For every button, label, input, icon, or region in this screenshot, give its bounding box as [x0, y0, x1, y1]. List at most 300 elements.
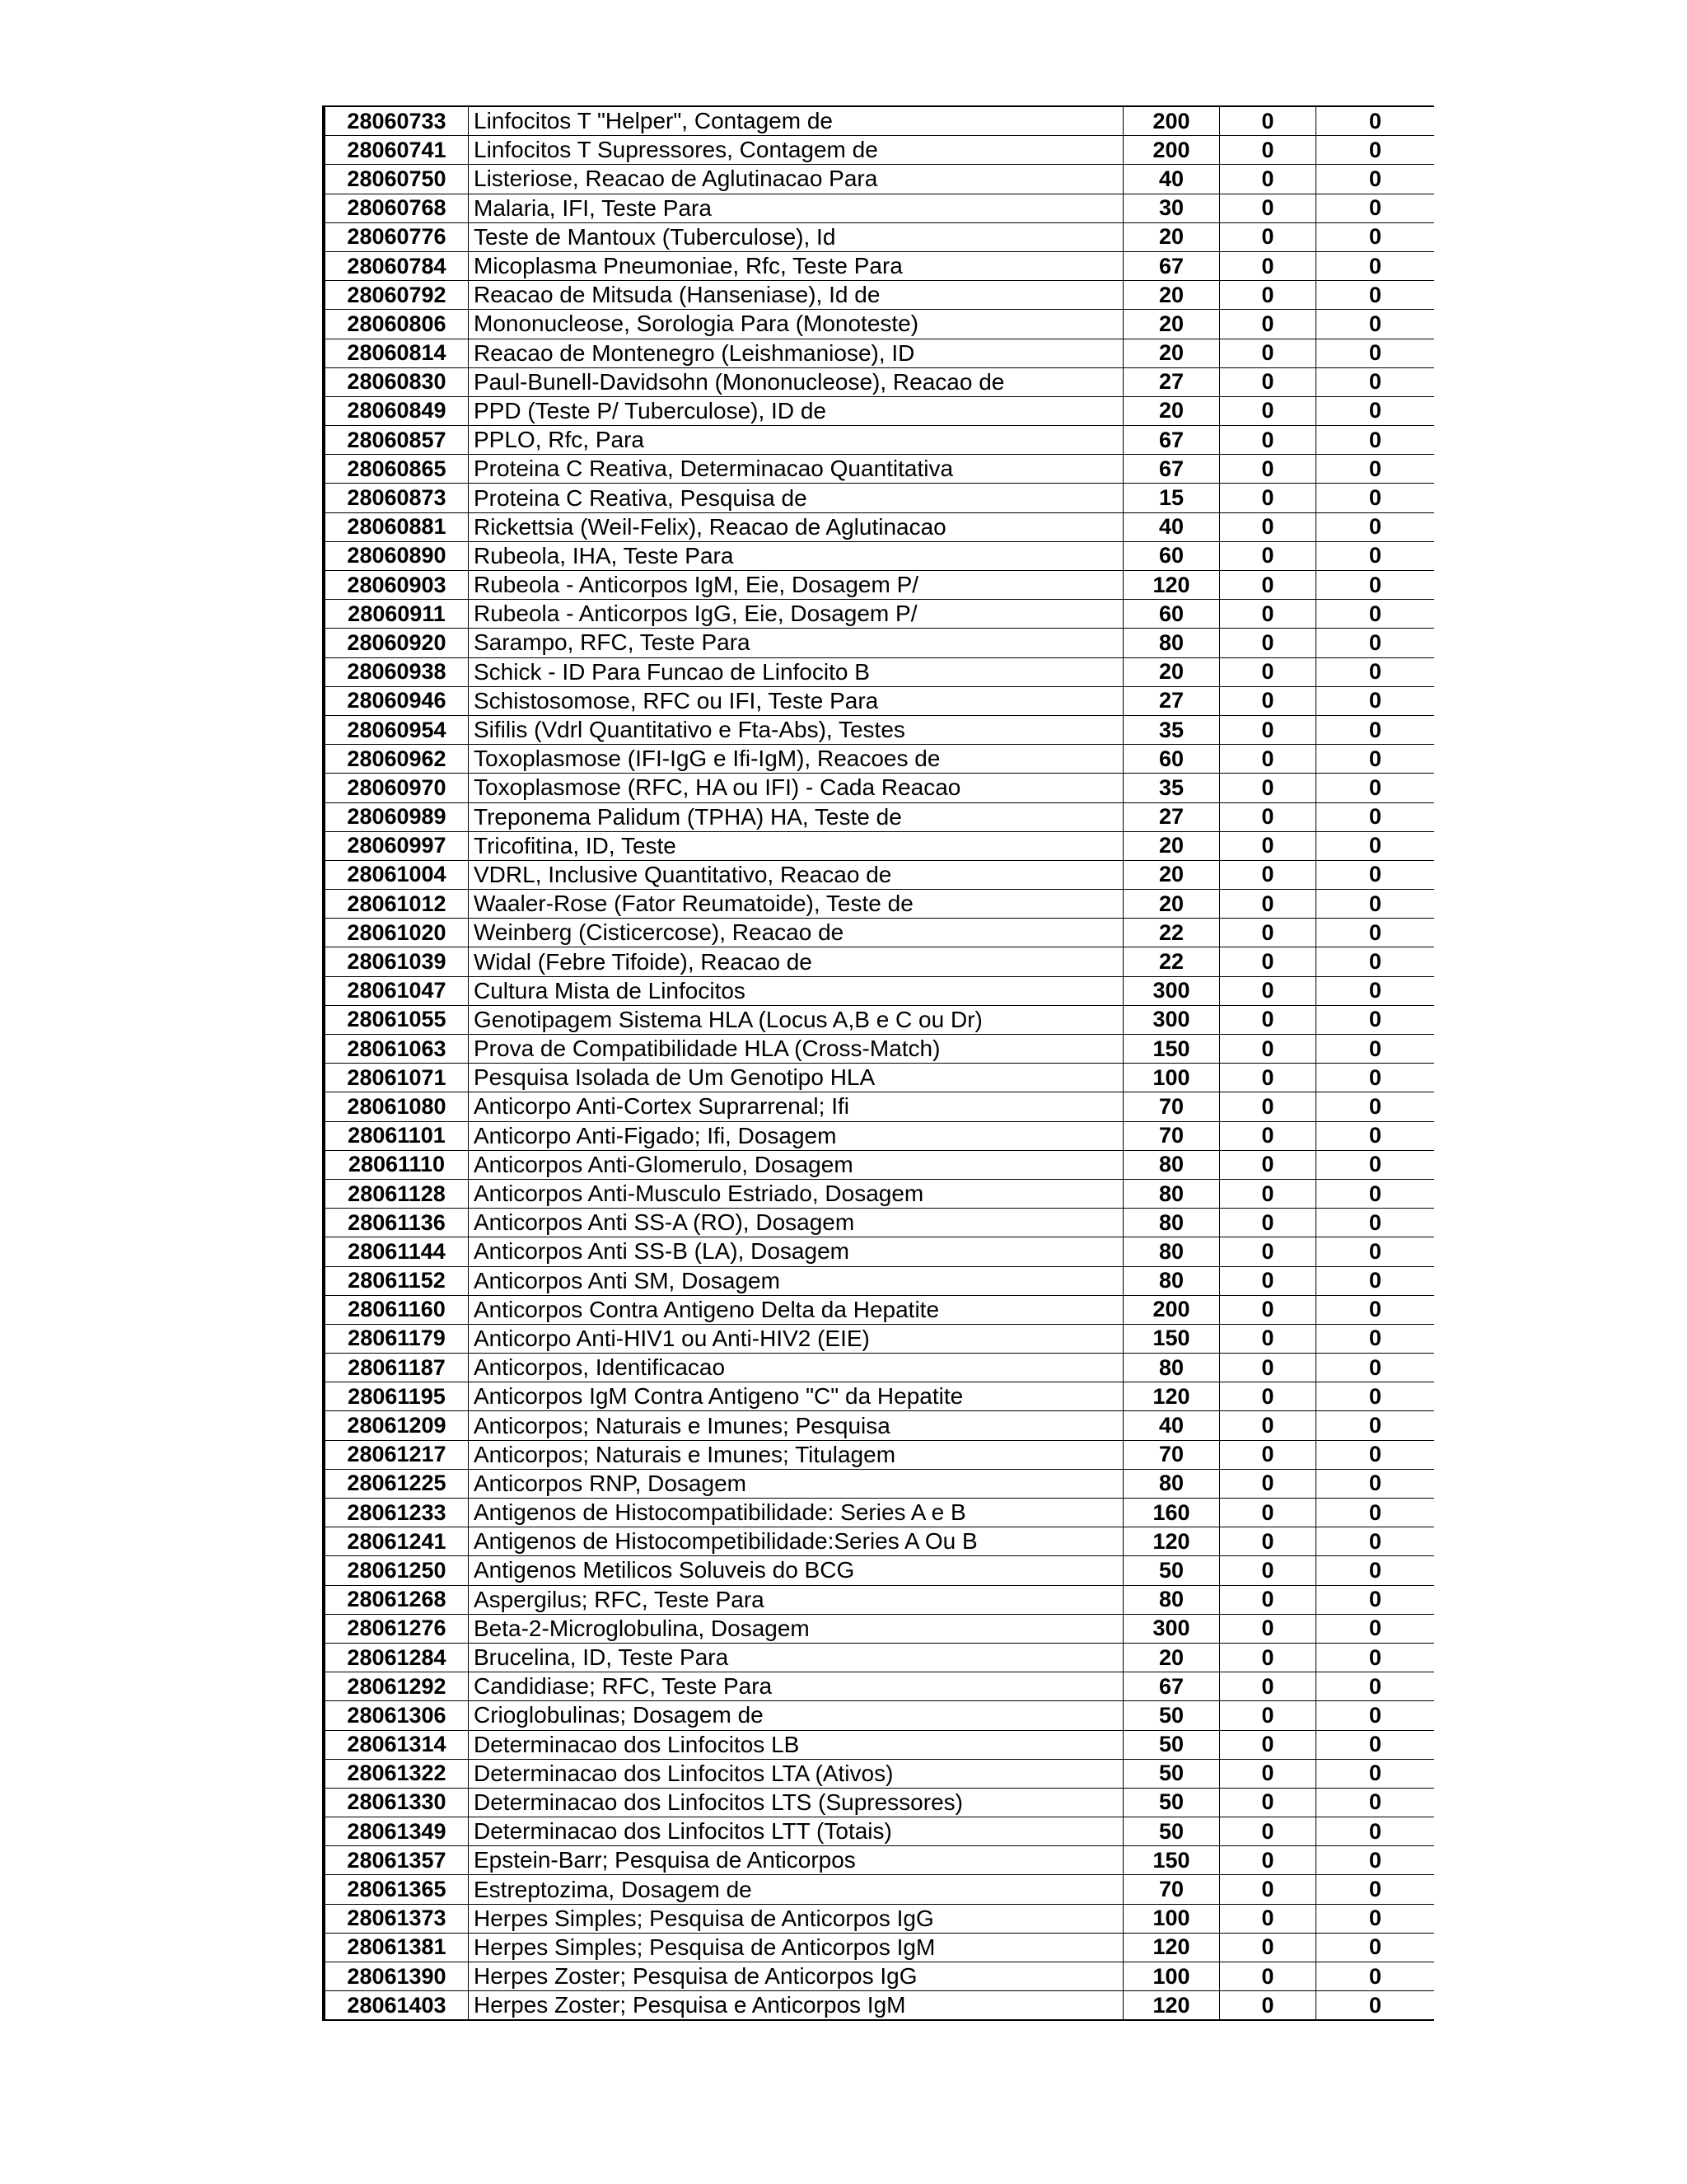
table-row	[325, 1411, 1435, 1440]
procedure-value-cell: 50	[1124, 1759, 1220, 1788]
procedure-value-cell: 40	[1124, 512, 1220, 541]
procedure-column-5-cell: 0	[1316, 1150, 1435, 1179]
procedure-column-4-cell: 0	[1220, 165, 1316, 194]
procedure-value-cell: 50	[1124, 1701, 1220, 1730]
procedure-code-cell: 28060776	[325, 222, 469, 251]
procedure-description-cell: VDRL, Inclusive Quantitativo, Reacao de	[469, 860, 1124, 889]
procedure-column-4-cell: 0	[1220, 541, 1316, 570]
procedure-code-cell: 28061276	[325, 1614, 469, 1643]
procedure-column-4-cell: 0	[1220, 1237, 1316, 1266]
procedure-value-cell: 15	[1124, 484, 1220, 512]
procedure-column-4-cell: 0	[1220, 1035, 1316, 1064]
procedure-description-cell: Widal (Febre Tifoide), Reacao de	[469, 947, 1124, 976]
procedure-code-cell: 28061403	[325, 1991, 469, 2021]
procedure-column-5-cell: 0	[1316, 976, 1435, 1005]
procedure-column-5-cell: 0	[1316, 657, 1435, 686]
procedure-column-5-cell: 0	[1316, 1933, 1435, 1962]
procedure-value-cell: 67	[1124, 1672, 1220, 1701]
procedure-description-cell: PPLO, Rfc, Para	[469, 426, 1124, 455]
procedure-column-4-cell: 0	[1220, 1499, 1316, 1527]
procedure-column-5-cell: 0	[1316, 106, 1435, 136]
table-row	[325, 657, 1435, 686]
procedure-column-4-cell: 0	[1220, 1382, 1316, 1411]
procedure-column-4-cell: 0	[1220, 657, 1316, 686]
table-row	[325, 629, 1435, 657]
procedure-column-5-cell: 0	[1316, 310, 1435, 339]
procedure-column-4-cell: 0	[1220, 106, 1316, 136]
procedure-code-cell: 28061292	[325, 1672, 469, 1701]
table-row	[325, 1527, 1435, 1556]
procedure-code-cell: 28060873	[325, 484, 469, 512]
procedure-column-5-cell: 0	[1316, 600, 1435, 629]
procedure-code-cell: 28061217	[325, 1440, 469, 1469]
procedure-description-cell: Anticorpos Anti SS-A (RO), Dosagem	[469, 1209, 1124, 1237]
procedure-description-cell: Mononucleose, Sorologia Para (Monoteste)	[469, 310, 1124, 339]
procedure-value-cell: 200	[1124, 1295, 1220, 1324]
procedure-column-4-cell: 0	[1220, 947, 1316, 976]
procedure-column-4-cell: 0	[1220, 1730, 1316, 1759]
procedure-description-cell: Determinacao dos Linfocitos LB	[469, 1730, 1124, 1759]
procedure-column-5-cell: 0	[1316, 715, 1435, 744]
procedure-column-5-cell: 0	[1316, 1846, 1435, 1875]
procedure-column-5-cell: 0	[1316, 1237, 1435, 1266]
procedure-code-cell: 28061047	[325, 976, 469, 1005]
procedure-value-cell: 150	[1124, 1846, 1220, 1875]
procedure-description-cell: Anticorpos, Identificacao	[469, 1354, 1124, 1382]
procedure-column-4-cell: 0	[1220, 1324, 1316, 1353]
procedure-column-5-cell: 0	[1316, 1092, 1435, 1121]
procedure-description-cell: Proteina C Reativa, Determinacao Quantitativa	[469, 455, 1124, 484]
procedure-value-cell: 300	[1124, 976, 1220, 1005]
procedure-description-cell: Determinacao dos Linfocitos LTT (Totais)	[469, 1817, 1124, 1846]
procedure-code-cell: 28060849	[325, 396, 469, 425]
table-row	[325, 136, 1435, 165]
procedure-description-cell: Anticorpo Anti-HIV1 ou Anti-HIV2 (EIE)	[469, 1324, 1124, 1353]
procedure-column-4-cell: 0	[1220, 831, 1316, 860]
procedure-column-4-cell: 0	[1220, 1701, 1316, 1730]
procedure-value-cell: 200	[1124, 106, 1220, 136]
table-row	[325, 396, 1435, 425]
procedure-column-4-cell: 0	[1220, 1411, 1316, 1440]
procedure-description-cell: Determinacao dos Linfocitos LTS (Supressores)	[469, 1788, 1124, 1817]
procedure-value-cell: 67	[1124, 251, 1220, 280]
table-row	[325, 281, 1435, 310]
procedure-column-5-cell: 0	[1316, 1324, 1435, 1353]
procedure-description-cell: Paul-Bunell-Davidsohn (Mononucleose), Reacao de	[469, 367, 1124, 396]
table-row	[325, 1005, 1435, 1034]
procedure-column-4-cell: 0	[1220, 396, 1316, 425]
procedure-column-4-cell: 0	[1220, 1904, 1316, 1933]
procedure-code-cell: 28060865	[325, 455, 469, 484]
procedure-column-4-cell: 0	[1220, 1788, 1316, 1817]
table-row	[325, 1092, 1435, 1121]
procedure-description-cell: Tricofitina, ID, Teste	[469, 831, 1124, 860]
procedure-value-cell: 70	[1124, 1092, 1220, 1121]
procedure-code-cell: 28060741	[325, 136, 469, 165]
procedure-column-4-cell: 0	[1220, 367, 1316, 396]
table-row	[325, 1179, 1435, 1208]
procedure-description-cell: Estreptozima, Dosagem de	[469, 1875, 1124, 1904]
procedure-value-cell: 70	[1124, 1121, 1220, 1150]
procedure-column-4-cell: 0	[1220, 1759, 1316, 1788]
procedure-column-5-cell: 0	[1316, 222, 1435, 251]
procedure-code-cell: 28061160	[325, 1295, 469, 1324]
procedure-value-cell: 160	[1124, 1499, 1220, 1527]
procedure-code-cell: 28060890	[325, 541, 469, 570]
table-row	[325, 947, 1435, 976]
procedure-code-cell: 28061225	[325, 1469, 469, 1498]
procedure-description-cell: Cultura Mista de Linfocitos	[469, 976, 1124, 1005]
procedure-code-cell: 28061330	[325, 1788, 469, 1817]
procedure-code-cell: 28061012	[325, 890, 469, 919]
procedure-value-cell: 27	[1124, 802, 1220, 831]
procedure-column-5-cell: 0	[1316, 1556, 1435, 1585]
procedure-code-cell: 28060750	[325, 165, 469, 194]
procedure-code-cell: 28061187	[325, 1354, 469, 1382]
procedure-value-cell: 120	[1124, 1991, 1220, 2021]
procedure-description-cell: Schick - ID Para Funcao de Linfocito B	[469, 657, 1124, 686]
procedure-value-cell: 27	[1124, 686, 1220, 715]
procedure-value-cell: 20	[1124, 657, 1220, 686]
procedure-description-cell: Sifilis (Vdrl Quantitativo e Fta-Abs), Testes	[469, 715, 1124, 744]
procedure-column-5-cell: 0	[1316, 1788, 1435, 1817]
procedure-description-cell: Anticorpo Anti-Figado; Ifi, Dosagem	[469, 1121, 1124, 1150]
procedure-column-4-cell: 0	[1220, 310, 1316, 339]
procedure-value-cell: 20	[1124, 890, 1220, 919]
procedure-code-cell: 28061373	[325, 1904, 469, 1933]
procedure-column-4-cell: 0	[1220, 976, 1316, 1005]
procedure-column-5-cell: 0	[1316, 1005, 1435, 1034]
procedure-column-5-cell: 0	[1316, 1295, 1435, 1324]
procedure-column-4-cell: 0	[1220, 222, 1316, 251]
procedure-value-cell: 120	[1124, 1382, 1220, 1411]
table-row	[325, 1672, 1435, 1701]
procedure-column-5-cell: 0	[1316, 455, 1435, 484]
procedure-column-5-cell: 0	[1316, 396, 1435, 425]
procedure-column-4-cell: 0	[1220, 1209, 1316, 1237]
procedure-column-4-cell: 0	[1220, 1962, 1316, 1991]
procedure-code-cell: 28061322	[325, 1759, 469, 1788]
table-row	[325, 512, 1435, 541]
procedure-value-cell: 40	[1124, 165, 1220, 194]
procedure-value-cell: 80	[1124, 1266, 1220, 1295]
procedure-code-cell: 28061071	[325, 1064, 469, 1092]
table-row	[325, 1556, 1435, 1585]
procedure-code-cell: 28060784	[325, 251, 469, 280]
procedure-description-cell: Anticorpos Anti SM, Dosagem	[469, 1266, 1124, 1295]
procedure-column-5-cell: 0	[1316, 1585, 1435, 1614]
procedure-column-4-cell: 0	[1220, 512, 1316, 541]
procedure-column-4-cell: 0	[1220, 1933, 1316, 1962]
procedure-description-cell: Schistosomose, RFC ou IFI, Teste Para	[469, 686, 1124, 715]
procedure-column-5-cell: 0	[1316, 686, 1435, 715]
procedure-description-cell: Antigenos de Histocompatibilidade: Series A e B	[469, 1499, 1124, 1527]
procedure-description-cell: Antigenos Metilicos Soluveis do BCG	[469, 1556, 1124, 1585]
table-row	[325, 860, 1435, 889]
procedure-column-5-cell: 0	[1316, 484, 1435, 512]
procedure-column-5-cell: 0	[1316, 1759, 1435, 1788]
table-row	[325, 774, 1435, 802]
procedure-column-4-cell: 0	[1220, 251, 1316, 280]
procedure-value-cell: 20	[1124, 281, 1220, 310]
procedure-column-4-cell: 0	[1220, 1440, 1316, 1469]
table-row	[325, 541, 1435, 570]
procedure-column-5-cell: 0	[1316, 1440, 1435, 1469]
procedure-column-5-cell: 0	[1316, 1730, 1435, 1759]
procedure-value-cell: 120	[1124, 571, 1220, 600]
table-row	[325, 1962, 1435, 1991]
table-row	[325, 426, 1435, 455]
procedure-description-cell: Herpes Zoster; Pesquisa de Anticorpos IgG	[469, 1962, 1124, 1991]
procedure-code-cell: 28061110	[325, 1150, 469, 1179]
procedure-code-cell: 28060989	[325, 802, 469, 831]
procedure-code-cell: 28061020	[325, 919, 469, 947]
procedure-value-cell: 100	[1124, 1962, 1220, 1991]
procedure-code-cell: 28061144	[325, 1237, 469, 1266]
procedure-code-cell: 28060806	[325, 310, 469, 339]
procedure-value-cell: 20	[1124, 310, 1220, 339]
procedure-column-4-cell: 0	[1220, 686, 1316, 715]
procedure-value-cell: 80	[1124, 1469, 1220, 1498]
procedure-column-4-cell: 0	[1220, 1005, 1316, 1034]
procedure-value-cell: 67	[1124, 455, 1220, 484]
procedure-value-cell: 120	[1124, 1933, 1220, 1962]
procedure-column-5-cell: 0	[1316, 541, 1435, 570]
procedure-code-cell: 28061241	[325, 1527, 469, 1556]
procedure-description-cell: Rubeola - Anticorpos IgG, Eie, Dosagem P/	[469, 600, 1124, 629]
table-row	[325, 1382, 1435, 1411]
procedure-description-cell: Weinberg (Cisticercose), Reacao de	[469, 919, 1124, 947]
procedure-column-4-cell: 0	[1220, 1817, 1316, 1846]
procedure-description-cell: Genotipagem Sistema HLA (Locus A,B e C ou Dr)	[469, 1005, 1124, 1034]
procedure-value-cell: 50	[1124, 1730, 1220, 1759]
procedure-code-cell: 28061268	[325, 1585, 469, 1614]
table-row	[325, 831, 1435, 860]
procedure-column-4-cell: 0	[1220, 484, 1316, 512]
procedure-code-cell: 28060733	[325, 106, 469, 136]
procedure-column-5-cell: 0	[1316, 831, 1435, 860]
procedure-description-cell: PPD (Teste P/ Tuberculose), ID de	[469, 396, 1124, 425]
table-row	[325, 1324, 1435, 1353]
procedure-code-cell: 28061381	[325, 1933, 469, 1962]
procedure-description-cell: Rubeola, IHA, Teste Para	[469, 541, 1124, 570]
procedure-code-cell: 28061314	[325, 1730, 469, 1759]
procedure-code-cell: 28060954	[325, 715, 469, 744]
table-row	[325, 1469, 1435, 1498]
procedure-value-cell: 70	[1124, 1440, 1220, 1469]
procedure-column-4-cell: 0	[1220, 1672, 1316, 1701]
procedure-column-5-cell: 0	[1316, 1672, 1435, 1701]
procedure-description-cell: Anticorpos Contra Antigeno Delta da Hepatite	[469, 1295, 1124, 1324]
procedure-column-5-cell: 0	[1316, 367, 1435, 396]
procedure-column-5-cell: 0	[1316, 1701, 1435, 1730]
procedure-description-cell: Prova de Compatibilidade HLA (Cross-Match)	[469, 1035, 1124, 1064]
table-row	[325, 1991, 1435, 2021]
procedure-column-5-cell: 0	[1316, 1354, 1435, 1382]
table-row	[325, 1354, 1435, 1382]
procedure-value-cell: 80	[1124, 629, 1220, 657]
procedure-value-cell: 150	[1124, 1035, 1220, 1064]
procedure-column-5-cell: 0	[1316, 136, 1435, 165]
procedure-column-5-cell: 0	[1316, 1527, 1435, 1556]
procedure-description-cell: Antigenos de Histocompetibilidade:Series A Ou B	[469, 1527, 1124, 1556]
procedure-value-cell: 300	[1124, 1005, 1220, 1034]
procedure-description-cell: Beta-2-Microglobulina, Dosagem	[469, 1614, 1124, 1643]
procedure-column-5-cell: 0	[1316, 571, 1435, 600]
procedure-code-cell: 28061063	[325, 1035, 469, 1064]
procedure-column-5-cell: 0	[1316, 860, 1435, 889]
procedure-code-cell: 28061101	[325, 1121, 469, 1150]
table-row	[325, 165, 1435, 194]
table-row	[325, 367, 1435, 396]
procedure-column-4-cell: 0	[1220, 860, 1316, 889]
procedure-code-cell: 28060946	[325, 686, 469, 715]
procedure-code-cell: 28060881	[325, 512, 469, 541]
procedure-column-5-cell: 0	[1316, 512, 1435, 541]
procedure-description-cell: Anticorpos IgM Contra Antigeno "C" da Hepatite	[469, 1382, 1124, 1411]
table-row	[325, 1150, 1435, 1179]
table-row	[325, 1209, 1435, 1237]
procedure-column-5-cell: 0	[1316, 629, 1435, 657]
procedure-code-cell: 28061357	[325, 1846, 469, 1875]
procedure-description-cell: Crioglobulinas; Dosagem de	[469, 1701, 1124, 1730]
procedure-column-4-cell: 0	[1220, 1643, 1316, 1672]
procedure-value-cell: 60	[1124, 600, 1220, 629]
procedure-description-cell: Pesquisa Isolada de Um Genotipo HLA	[469, 1064, 1124, 1092]
procedure-description-cell: Rubeola - Anticorpos IgM, Eie, Dosagem P/	[469, 571, 1124, 600]
procedure-description-cell: Herpes Simples; Pesquisa de Anticorpos IgG	[469, 1904, 1124, 1933]
procedure-column-5-cell: 0	[1316, 745, 1435, 774]
table-row	[325, 1933, 1435, 1962]
procedure-code-cell: 28061365	[325, 1875, 469, 1904]
procedure-value-cell: 40	[1124, 1411, 1220, 1440]
procedure-column-5-cell: 0	[1316, 1064, 1435, 1092]
procedure-column-5-cell: 0	[1316, 1614, 1435, 1643]
procedure-value-cell: 22	[1124, 947, 1220, 976]
procedure-column-4-cell: 0	[1220, 1991, 1316, 2021]
table-row	[325, 484, 1435, 512]
procedure-column-5-cell: 0	[1316, 802, 1435, 831]
table-row	[325, 1499, 1435, 1527]
procedure-column-5-cell: 0	[1316, 426, 1435, 455]
table-row	[325, 715, 1435, 744]
procedure-column-4-cell: 0	[1220, 1266, 1316, 1295]
procedure-code-cell: 28061152	[325, 1266, 469, 1295]
procedure-column-4-cell: 0	[1220, 919, 1316, 947]
procedure-column-4-cell: 0	[1220, 1527, 1316, 1556]
procedure-value-cell: 20	[1124, 339, 1220, 367]
procedure-column-5-cell: 0	[1316, 1035, 1435, 1064]
table-row	[325, 310, 1435, 339]
procedure-value-cell: 67	[1124, 426, 1220, 455]
procedure-column-5-cell: 0	[1316, 947, 1435, 976]
procedure-value-cell: 150	[1124, 1324, 1220, 1353]
procedure-code-cell: 28061128	[325, 1179, 469, 1208]
procedure-description-cell: Waaler-Rose (Fator Reumatoide), Teste de	[469, 890, 1124, 919]
procedure-value-cell: 60	[1124, 745, 1220, 774]
procedure-column-5-cell: 0	[1316, 1499, 1435, 1527]
table-row	[325, 1064, 1435, 1092]
procedure-column-4-cell: 0	[1220, 281, 1316, 310]
procedure-value-cell: 20	[1124, 396, 1220, 425]
procedure-column-4-cell: 0	[1220, 194, 1316, 222]
procedure-code-cell: 28061250	[325, 1556, 469, 1585]
procedure-value-cell: 300	[1124, 1614, 1220, 1643]
procedure-value-cell: 100	[1124, 1064, 1220, 1092]
procedure-value-cell: 35	[1124, 715, 1220, 744]
procedure-code-cell: 28060962	[325, 745, 469, 774]
procedure-code-cell: 28060814	[325, 339, 469, 367]
procedure-column-5-cell: 0	[1316, 1643, 1435, 1672]
table-row	[325, 1846, 1435, 1875]
procedure-code-cell: 28061195	[325, 1382, 469, 1411]
procedure-column-5-cell: 0	[1316, 774, 1435, 802]
procedure-column-4-cell: 0	[1220, 600, 1316, 629]
table-row	[325, 106, 1435, 136]
procedure-value-cell: 60	[1124, 541, 1220, 570]
procedure-code-cell: 28060911	[325, 600, 469, 629]
procedure-description-cell: Malaria, IFI, Teste Para	[469, 194, 1124, 222]
procedure-description-cell: Herpes Zoster; Pesquisa e Anticorpos IgM	[469, 1991, 1124, 2021]
procedure-description-cell: Brucelina, ID, Teste Para	[469, 1643, 1124, 1672]
table-row	[325, 339, 1435, 367]
procedure-column-5-cell: 0	[1316, 1382, 1435, 1411]
procedure-column-4-cell: 0	[1220, 455, 1316, 484]
table-row	[325, 1904, 1435, 1933]
table-row	[325, 1121, 1435, 1150]
procedure-column-5-cell: 0	[1316, 194, 1435, 222]
table-row	[325, 745, 1435, 774]
table-row	[325, 194, 1435, 222]
procedure-column-4-cell: 0	[1220, 629, 1316, 657]
procedure-column-5-cell: 0	[1316, 1817, 1435, 1846]
table-row	[325, 976, 1435, 1005]
procedure-value-cell: 20	[1124, 831, 1220, 860]
table-row	[325, 1817, 1435, 1846]
procedure-description-cell: Linfocitos T "Helper", Contagem de	[469, 106, 1124, 136]
procedure-column-5-cell: 0	[1316, 1469, 1435, 1498]
procedure-value-cell: 50	[1124, 1556, 1220, 1585]
procedure-value-cell: 80	[1124, 1354, 1220, 1382]
procedure-column-5-cell: 0	[1316, 1962, 1435, 1991]
procedure-column-5-cell: 0	[1316, 919, 1435, 947]
procedure-column-5-cell: 0	[1316, 1209, 1435, 1237]
procedure-description-cell: Anticorpos; Naturais e Imunes; Titulagem	[469, 1440, 1124, 1469]
procedure-value-cell: 100	[1124, 1904, 1220, 1933]
procedure-column-4-cell: 0	[1220, 715, 1316, 744]
table-row	[325, 1440, 1435, 1469]
table-row	[325, 600, 1435, 629]
procedure-code-cell: 28060768	[325, 194, 469, 222]
procedure-value-cell: 20	[1124, 1643, 1220, 1672]
procedure-code-cell: 28061055	[325, 1005, 469, 1034]
procedure-description-cell: Epstein-Barr; Pesquisa de Anticorpos	[469, 1846, 1124, 1875]
procedure-description-cell: Herpes Simples; Pesquisa de Anticorpos IgM	[469, 1933, 1124, 1962]
procedure-code-cell: 28060938	[325, 657, 469, 686]
procedure-column-4-cell: 0	[1220, 1875, 1316, 1904]
procedure-value-cell: 22	[1124, 919, 1220, 947]
procedure-value-cell: 80	[1124, 1209, 1220, 1237]
procedure-table-container	[322, 105, 1430, 2021]
procedure-value-cell: 70	[1124, 1875, 1220, 1904]
procedure-value-cell: 50	[1124, 1817, 1220, 1846]
table-row	[325, 890, 1435, 919]
table-row	[325, 1730, 1435, 1759]
procedure-column-5-cell: 0	[1316, 1875, 1435, 1904]
procedure-description-cell: Listeriose, Reacao de Aglutinacao Para	[469, 165, 1124, 194]
table-row	[325, 686, 1435, 715]
procedure-code-cell: 28061136	[325, 1209, 469, 1237]
